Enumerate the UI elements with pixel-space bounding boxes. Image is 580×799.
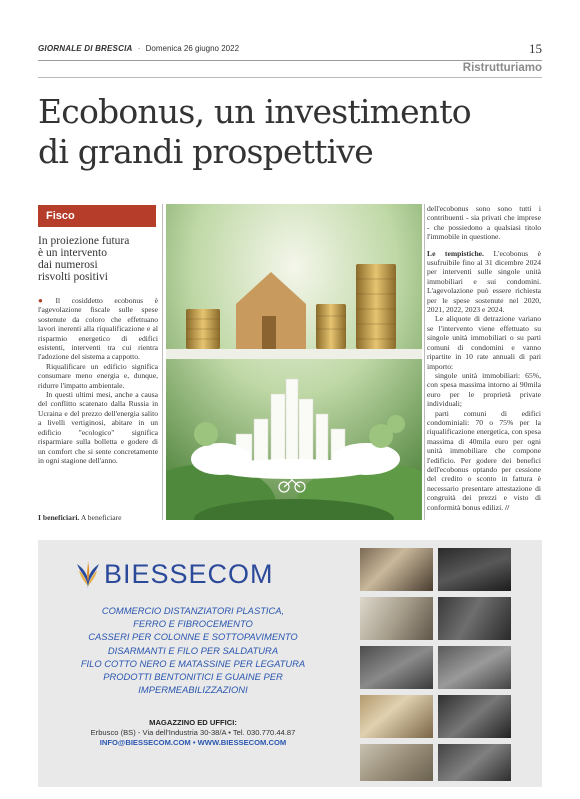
paragraph: parti comuni di edifici condominiali: 70 o 75% per la riqualificazione energetica, con spesa massima di 40mila euro per ogni unità immobiliare che compone l'edificio. Per godere dei benefici dell'ecobonus optando per cessione del credito o sconto in fattura è necessario presentare attestazione di congruità dei prezzi e visto di conformità bonus edilizi. bbox=[427, 408, 541, 512]
warehouse-photo bbox=[360, 744, 433, 781]
ad-line: PRODOTTI BENTONITICI E GUAINE PER IMPERMEABILIZZAZIONI bbox=[103, 671, 283, 696]
end-mark: // bbox=[505, 502, 510, 512]
category-tag: Fisco bbox=[38, 205, 156, 227]
subhead-line: In proiezione futura bbox=[38, 235, 130, 247]
warehouse-photo bbox=[438, 597, 511, 640]
publication-name: GIORNALE DI BRESCIA bbox=[38, 44, 133, 53]
left-column bbox=[38, 296, 158, 465]
header-separator: · bbox=[137, 44, 141, 53]
right-column bbox=[427, 204, 541, 512]
ad-line: COMMERCIO DISTANZIATORI PLASTICA, bbox=[101, 605, 285, 616]
section-rule bbox=[38, 77, 542, 78]
paragraph: L'ecobonus è usufruibile fino al 31 dicembre 2024 per interventi sulle singole unità immobiliari e sui condomini. L'agevolazione può essere richiesta per le spese sostenute nel 2020, 2021, 2022, 2023 e 2024. bbox=[427, 248, 541, 315]
warehouse-photo bbox=[438, 744, 511, 781]
ad-product-list bbox=[48, 604, 338, 696]
headline-line: di grandi prospettive bbox=[38, 132, 373, 171]
ad-hq-title: MAGAZZINO ED UFFICI: bbox=[149, 718, 237, 727]
paragraph: Le aliquote di detrazione variano se l'intervento viene effettuato su singole unità immobiliari o su parti comuni di condomini e vanno ripartite in 10 rate annuali di pari importo: bbox=[427, 314, 541, 371]
warehouse-photo bbox=[360, 646, 433, 689]
subsection-heading: I beneficiari. bbox=[38, 513, 80, 522]
paragraph: dell'ecobonus sono sono tutti i contribuenti - sia privati che imprese - che possiedono a qualsiasi titolo l'immobile in questione. bbox=[427, 204, 541, 242]
issue-date: Domenica 26 giugno 2022 bbox=[145, 44, 240, 53]
subhead-line: è un intervento bbox=[38, 247, 107, 259]
headline bbox=[38, 92, 518, 172]
ad-brand-name: BIESSECOM bbox=[104, 559, 274, 589]
paragraph-start: A beneficiare bbox=[80, 513, 122, 522]
section-label: Ristrutturiamo bbox=[462, 62, 542, 74]
warehouse-photo bbox=[438, 695, 511, 738]
article-photo bbox=[166, 204, 422, 520]
ad-address: Erbusco (BS) - Via dell'Industria 30-38/A • Tel. 030.770.44.87 bbox=[90, 728, 296, 737]
paragraph: singole unità immobiliari: 65%, con spesa massima intorno ai 90mila euro per le proprietà private individuali; bbox=[427, 370, 541, 409]
ad-contacts bbox=[48, 718, 338, 748]
warehouse-photo bbox=[438, 646, 511, 689]
ad-line: CASSERI PER COLONNE E SOTTOPAVIMENTO bbox=[88, 631, 298, 643]
left-column-foot bbox=[38, 513, 158, 522]
paragraph: Il cosiddetto ecobonus è l'agevolazione fiscale sulle spese sostenute da coloro che effettuano lavori inerenti alla riqualificazione e al risparmio energetico di edifici esistenti, interventi tra cui rientra l'adozione del sistema a cappotto. bbox=[38, 296, 158, 362]
bullet-icon: ● bbox=[38, 296, 53, 305]
page-number: 15 bbox=[529, 41, 542, 56]
warehouse-photo bbox=[360, 597, 433, 640]
page-header bbox=[38, 41, 542, 60]
subheadline bbox=[38, 235, 156, 283]
subhead-line: dai numerosi bbox=[38, 259, 98, 271]
warehouse-photo bbox=[438, 548, 511, 591]
ad-line: DISARMANTI E FILO PER SALDATURA bbox=[107, 644, 279, 656]
column-divider bbox=[424, 204, 425, 520]
eco-city-illustration bbox=[166, 204, 422, 520]
subsection-heading: Le tempistiche. bbox=[427, 248, 484, 258]
ad-contact-links[interactable]: INFO@BIESSECOM.COM • WWW.BIESSECOM.COM bbox=[99, 738, 287, 747]
headline-line: Ecobonus, un investimento bbox=[38, 92, 471, 131]
paragraph: In questi ultimi mesi, anche a causa del conflitto scatenato dalla Russia in Ucraina e del prezzo dell'energia salito a livelli vertiginosi, abitare in un edificio "ecologico" significa risparmiare sulla bolletta e godere di un comfort che si sente concretamente in ogni stagione dell'anno. bbox=[38, 390, 158, 465]
header-rule bbox=[38, 60, 542, 61]
ad-line: FILO COTTO NERO E MATASSINE PER LEGATURA bbox=[80, 657, 306, 669]
column-divider bbox=[162, 204, 163, 520]
ad-line: FERRO E FIBROCEMENTO bbox=[133, 618, 253, 630]
warehouse-photo bbox=[360, 695, 433, 738]
subhead-line: risvolti positivi bbox=[38, 271, 108, 283]
warehouse-photo bbox=[360, 548, 433, 591]
paragraph: Riqualificare un edificio significa consumare meno energia e, dunque, ridurre l'impatto ambientale. bbox=[38, 361, 158, 390]
biessecom-logo-icon bbox=[75, 560, 101, 590]
